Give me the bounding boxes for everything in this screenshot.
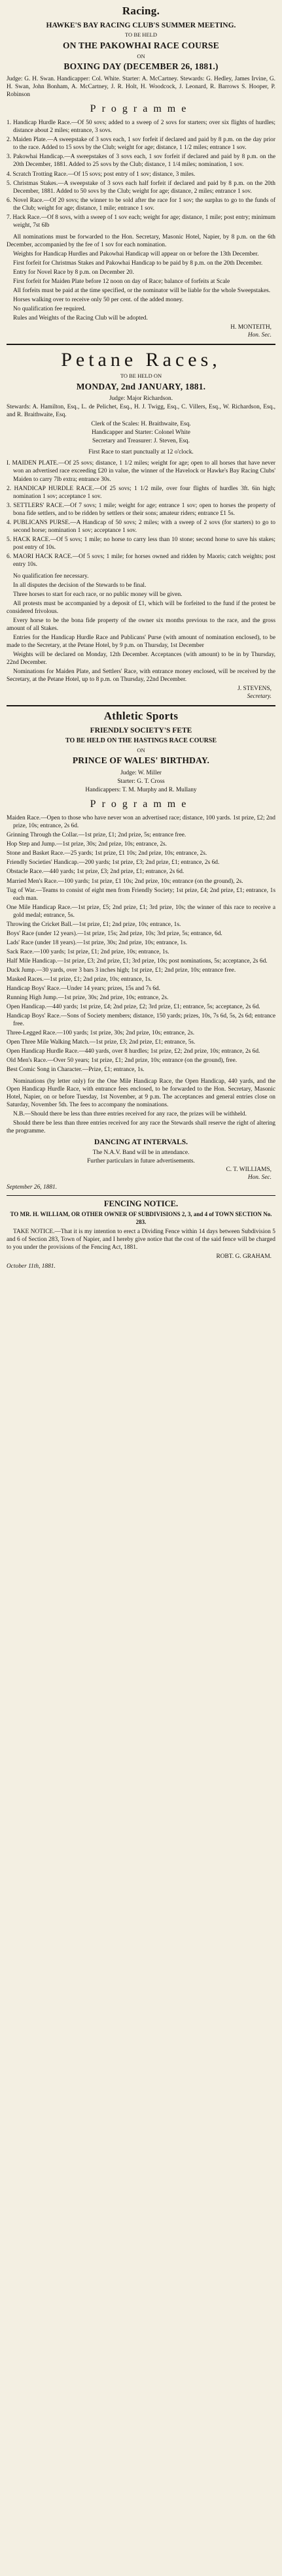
athletic-starter: Starter: G. T. Cross <box>117 778 165 785</box>
athletic-handicappers: Handicappers: T. M. Murphy and R. Mullany <box>85 786 197 793</box>
fencing-date: October 11th, 1881. <box>7 1263 56 1270</box>
programme-heading: Programme <box>90 103 192 114</box>
to-be-held-label: TO BE HELD <box>125 31 157 39</box>
petane-notes <box>7 572 275 684</box>
club-title: HAWKE'S BAY RACING CLUB'S SUMMER MEETING. <box>46 21 236 29</box>
athletic-event: One Mile Handicap Race.—1st prize, £5; 2nd prize, £1; 3rd prize, 10s; the winner of this race to receive a gold medal; entrance, 5s. <box>7 904 275 919</box>
racing-signature-role: Hon. Sec. <box>247 332 272 339</box>
athletic-event: Maiden Race.—Open to those who have never won an advertised race; distance, 100 yards. 1st prize, £2; 2nd prize, 10s; entrance, 2s 6d. <box>7 815 275 830</box>
athletic-event: Handicap Boys' Race.—Sons of Society members; distance, 150 yards; prizes, 10s, 7s 6d, 5s, 2s 6d; entrance free. <box>7 1012 275 1028</box>
petane-start-notice: First Race to start punctually at 12 o'clock. <box>88 449 194 456</box>
athletic-event: Boys' Race (under 12 years).—1st prize, 15s; 2nd prize, 10s; 3rd prize, 5s; entrance, 6d. <box>7 930 222 937</box>
racing-signature: H. MONTEITH, <box>230 324 272 331</box>
racing-heading: Racing. <box>122 5 160 17</box>
section-divider <box>7 1195 275 1196</box>
petane-signature-role: Secretary. <box>247 693 272 701</box>
athletic-event: Old Men's Race.—Over 50 years; 1st prize, £1; 2nd prize, 10s; entrance (on the ground), free. <box>7 1057 238 1065</box>
petane-to-be-held: TO BE HELD ON <box>120 372 162 380</box>
race-note: First forfeit for Maiden Plate before 12 noon on day of Race; balance of forfeits at Scale <box>13 278 230 285</box>
petane-note: Nominations for Maiden Plate, and Settlers' Race, with entrance money enclosed, will be received by the Secretary, at the Petane Hotel, up to 8 p.m. on Thursday, 22nd December. <box>7 669 275 684</box>
athletic-event: Sack Race.—100 yards; 1st prize, £1; 2nd prize, 10s; entrance, 1s. <box>7 948 169 955</box>
race-note: Weights for Handicap Hurdles and Pakowhai Handicap will appear on or before the 13th December. <box>13 250 259 257</box>
race-event: 5. Christmas Stakes.—A sweepstake of 3 sovs each half forfeit if declared and paid by 8 p.m. on the 20th December, 1881. Added to 50 sovs by the Club; weight for age; distance, 2 miles; entrance 1 sov. <box>7 180 275 195</box>
athletic-title: FRIENDLY SOCIETY'S FETE <box>90 727 192 735</box>
race-event: 7. Hack Race.—Of 8 sovs, with a sweep of 1 sov each; weight for age; distance, 1 mile; post entry; minimum weight, 7st 6lb <box>7 214 275 229</box>
athletic-event: Throwing the Cricket Ball.—1st prize, £1; 2nd prize, 10s; entrance, 1s. <box>7 921 181 928</box>
athletic-event: Open Handicap.—440 yards; 1st prize, £4; 2nd prize, £2; 3rd prize, £1; entrance, 5s; acceptance, 2s 6d. <box>7 1003 260 1010</box>
race-venue: ON THE PAKOWHAI RACE COURSE <box>63 41 219 51</box>
racing-advertisement <box>7 4 275 339</box>
athletic-further: Further particulars in future advertisements. <box>87 1158 195 1165</box>
race-note: Rules and Weights of the Racing Club will be adopted. <box>13 315 148 322</box>
race-note: All forfeits must be paid at the time specified, or the nominator will be liable for the whole Sweepstakes. <box>13 287 271 294</box>
athletic-programme-heading: Programme <box>90 798 192 810</box>
athletic-event: Grinning Through the Collar.—1st prize, £1; 2nd prize, 5s; entrance free. <box>7 832 186 839</box>
racing-officials: Judge: G. H. Swan. Handicapper: Col. White. Starter: A. McCartney. Stewards: G. Hedley, James Irvine, G. H. Swan, John Bonham, A. McCartney, J. R. Holt, H. Woodcock, J. Leonard, R. Barrows S. Hooper, P. Robinson <box>7 75 275 98</box>
petane-official: Clerk of the Scales: H. Braithwaite, Esq. <box>91 421 191 428</box>
athletic-event: Open Three Mile Walking Match.—1st prize, £3; 2nd prize, £1; entrance, 5s. <box>7 1039 196 1046</box>
petane-advertisement <box>7 350 275 701</box>
athletic-officials <box>7 769 275 794</box>
petane-note: All protests must be accompanied by a deposit of £1, which will be forfeited to the fund if the protest be considered frivolous. <box>7 600 275 615</box>
race-event: 4. Scratch Trotting Race.—Of 15 sovs; post entry of 1 sov; distance, 3 miles. <box>7 171 196 178</box>
athletic-note: Should there be less than three entries received for any race the Stewards shall reserve the right of altering the programme. <box>7 1120 275 1135</box>
fencing-heading: FENCING NOTICE. <box>103 1199 179 1209</box>
petane-signature: J. STEVENS, <box>238 685 272 693</box>
petane-note: Every horse to be the bona fide property of the owner six months previous to the race, and the gross amount of all Stakes. <box>7 618 275 633</box>
athletic-on-label: ON <box>137 746 145 753</box>
fencing-body: TAKE NOTICE.—That it is my intention to erect a Dividing Fence within 14 days between Subdivision 5 and 6 of Section 283, Town of Napier, and I hereby give notice that the cost of the said fence will be charged to you under the provisions of the Fencing Act, 1881. <box>7 1229 275 1251</box>
fencing-address: TO MR. H. WILLIAM, OR OTHER OWNER OF SUBDIVISIONS 2, 3, and 4 of TOWN SECTION No. 283. <box>10 1211 272 1225</box>
race-event: 6. Novel Race.—Of 20 sovs; the winner to be sold after the race for 1 sov; the surplus to go to the funds of the Club; weight for age; distance, 1 mile; entrance 1 sov. <box>7 197 275 212</box>
petane-date: MONDAY, 2nd JANUARY, 1881. <box>76 381 206 391</box>
athletic-notes <box>7 1078 275 1135</box>
petane-official: Secretary and Treasurer: J. Steven, Esq. <box>92 438 190 445</box>
petane-official: Judge: Major Richardson. <box>109 395 173 403</box>
athletic-event: Half Mile Handicap.—1st prize, £3; 2nd prize, £1; 3rd prize, 10s; post nominations, 5s; acceptance, 2s 6d. <box>7 957 268 965</box>
racing-events-list <box>7 119 275 229</box>
athletic-date: September 26, 1881. <box>7 1184 58 1191</box>
petane-event: 4. PUBLICANS PURSE.—A Handicap of 50 sovs; 2 miles; with a sweep of 2 sovs (for starters) to go to second horse; nomination 1 sov; acceptance 1 sov. <box>7 519 275 534</box>
athletic-signature: C. T. WILLIAMS, <box>226 1166 272 1174</box>
athletic-event: Obstacle Race.—440 yards; 1st prize, £3; 2nd prize, £1; entrance, 2s 6d. <box>7 868 185 876</box>
petane-event: 6. MAORI HACK RACE.—Of 5 sovs; 1 mile; for horses owned and ridden by Maoris; catch weights; post entry 10s. <box>7 553 275 568</box>
athletic-band: The N.A.V. Band will be in attendance. <box>92 1149 190 1157</box>
petane-event: 5. HACK RACE.—Of 5 sovs; 1 mile; no horse to carry less than 10 stone; second horse to save his stakes; post entry of 10s. <box>7 536 275 551</box>
race-event: 2. Maiden Plate.—A sweepstake of 3 sovs each, 1 sov forfeit if declared and paid by 8 p.m. on the day prior to the race. Added to 15 sovs by the Club; weight for age; distance, 1 1/2 miles; entrance 1 sov. <box>7 137 275 152</box>
athletic-note: N.B.—Should there be less than three entries received for any race, the prizes will be withheld. <box>13 1111 247 1118</box>
athletic-judge: Judge: W. Miller <box>120 769 162 776</box>
petane-event: 2. HANDICAP HURDLE RACE.—Of 25 sovs; 1 1/2 mile, over four flights of hurdles 3ft. 6in high; nomination 1 sov; acceptance 1 sov. <box>7 485 275 500</box>
athletic-event: Open Handicap Hurdle Race.—440 yards, over 8 hurdles; 1st prize, £2; 2nd prize, 10s; entrance, 2s 6d. <box>7 1048 260 1055</box>
athletic-event: Duck Jump.—30 yards, over 3 bars 3 inches high; 1st prize, £1; 2nd prize, 10s; entrance free. <box>7 966 236 974</box>
section-divider <box>7 705 275 706</box>
athletic-event: Three-Legged Race.—100 yards; 1st prize, 30s; 2nd prize, 10s; entrance, 2s. <box>7 1030 195 1037</box>
race-note: Entry for Novel Race by 8 p.m. on December 20. <box>13 269 134 276</box>
athletic-event: Stone and Basket Race.—25 yards; 1st prize, £1 10s; 2nd prize, 10s; entrance, 2s. <box>7 850 207 857</box>
petane-officials <box>7 395 275 445</box>
athletic-event: Married Men's Race.—100 yards; 1st prize, £1 10s; 2nd prize, 10s; entrance (on the ground), 2s. <box>7 878 243 885</box>
section-divider <box>7 344 275 345</box>
race-note: No qualification fee required. <box>13 305 86 312</box>
race-note: Horses walking over to receive only 50 per cent. of the added money. <box>13 296 184 303</box>
petane-events-list <box>7 459 275 568</box>
athletic-event: Masked Races.—1st prize, £1; 2nd prize, 10s; entrance, 1s. <box>7 976 152 983</box>
athletic-advertisement <box>7 709 275 1191</box>
athletic-venue: TO BE HELD ON THE HASTINGS RACE COURSE <box>65 736 217 744</box>
athletic-event: Running High Jump.—1st prize, 30s; 2nd prize, 10s; entrance, 2s. <box>7 994 169 1001</box>
athletic-event: Lads' Race (under 18 years).—1st prize, 30s; 2nd prize, 10s; entrance, 1s. <box>7 939 188 946</box>
athletic-event: Best Comic Song in Character.—Prize, £1; entrance, 1s. <box>7 1066 145 1074</box>
athletic-signature-role: Hon. Sec. <box>247 1174 272 1181</box>
race-date: BOXING DAY (DECEMBER 26, 1881.) <box>63 61 219 72</box>
racing-notes <box>7 233 275 322</box>
athletic-event: Tug of War.—Teams to consist of eight men from Friendly Society; 1st prize, £4; 2nd prize, £1; entrance, 1s each man. <box>7 887 275 902</box>
petane-note: In all disputes the decision of the Stewards to be final. <box>13 582 147 589</box>
fencing-signature: ROBT. G. GRAHAM. <box>216 1253 272 1261</box>
race-note: All nominations must be forwarded to the Hon. Secretary, Masonic Hotel, Napier, by 8 p.m. on the 6th December, accompanied by the fee of 1 sov for each nomination. <box>7 233 275 248</box>
petane-note: Entries for the Handicap Hurdle Race and Publicans' Purse (with amount of nomination enclosed), to be made to the Secretary, at the Petane Hotel, by 9 p.m. on Thursday, 1st December <box>7 635 275 650</box>
petane-note: Three horses to start for each race, or no public money will be given. <box>13 591 183 598</box>
athletic-dancing: DANCING AT INTERVALS. <box>94 1138 188 1147</box>
athletic-events-list <box>7 814 275 1074</box>
petane-official: Stewards: A. Hamilton, Esq., L. de Pelichet, Esq., H. J. Twigg, Esq., C. Villers, Esq., W. Richardson, Esq., and R. Braithwaite, Esq. <box>7 404 275 419</box>
race-note: First forfeit for Christmas Stakes and Pakowhai Handicap to be paid by 8 p.m. on the 20th December. <box>13 259 263 267</box>
athletic-note: Nominations (by letter only) for the One Mile Handicap Race, the Open Handicap, 440 yards, and the Open Handicap Hurdle Race, with entrance fees enclosed, to be forwarded to the Hon. Secretary, Masonic Hotel, Napier, on or before Tuesday, 1st November, at 9 p.m. The acceptances and general entries close on Saturday, November 5th. The fees to accompany the nominations. <box>7 1078 275 1109</box>
petane-title: Petane Races, <box>61 349 221 371</box>
petane-official: Handicapper and Starter: Colonel White <box>92 429 190 437</box>
athletic-occasion: PRINCE OF WALES' BIRTHDAY. <box>72 755 210 766</box>
athletic-event: Hop Step and Jump.—1st prize, 30s; 2nd prize, 10s; entrance, 2s. <box>7 841 167 848</box>
athletic-event: Handicap Boys' Race.—Under 14 years; prizes, 15s and 7s 6d. <box>7 985 160 992</box>
petane-note: No qualification fee necessary. <box>13 572 89 580</box>
fencing-advertisement <box>7 1198 275 1270</box>
petane-event: I. MAIDEN PLATE.—Of 25 sovs; distance, 1 1/2 miles; weight for age; open to all horses that have never won an advertised race exceeding £20 in value, the winner of the Havelock or Hawke's Bay Racing Clubs' Maiden to carry 7lb extra; entrance 30s. <box>7 460 275 483</box>
petane-note: Weights will be declared on Monday, 12th December. Acceptances (with amount) to be in by Thursday, 22nd December. <box>7 652 275 667</box>
on-label: ON <box>137 52 145 59</box>
petane-event: 3. SETTLERS' RACE.—Of 7 sovs; 1 mile; weight for age; entrance 1 sov; open to horses the property of bona fide settlers, and to be ridden by settlers or their sons; amateur riders; entrance £1 5s. <box>7 502 275 517</box>
newspaper-page <box>0 0 282 1270</box>
race-event: 1. Handicap Hurdle Race.—Of 50 sovs; added to a sweep of 2 sovs for starters; over six flights of hurdles; distance about 2 miles; entrance, 3 sovs. <box>7 120 275 135</box>
athletic-event: Friendly Societies' Handicap.—200 yards; 1st prize, £3; 2nd prize, £1; entrance, 2s 6d. <box>7 859 220 867</box>
race-event: 3. Pakowhai Handicap.—A sweepstakes of 3 sovs each, 1 sov forfeit if declared and paid by 8 p.m. on the 20th December, 1881. Added to 25 sovs by the Club; distance, 1 1/4 miles; nomination, 1 sov. <box>7 154 275 169</box>
athletic-heading: Athletic Sports <box>103 710 179 723</box>
